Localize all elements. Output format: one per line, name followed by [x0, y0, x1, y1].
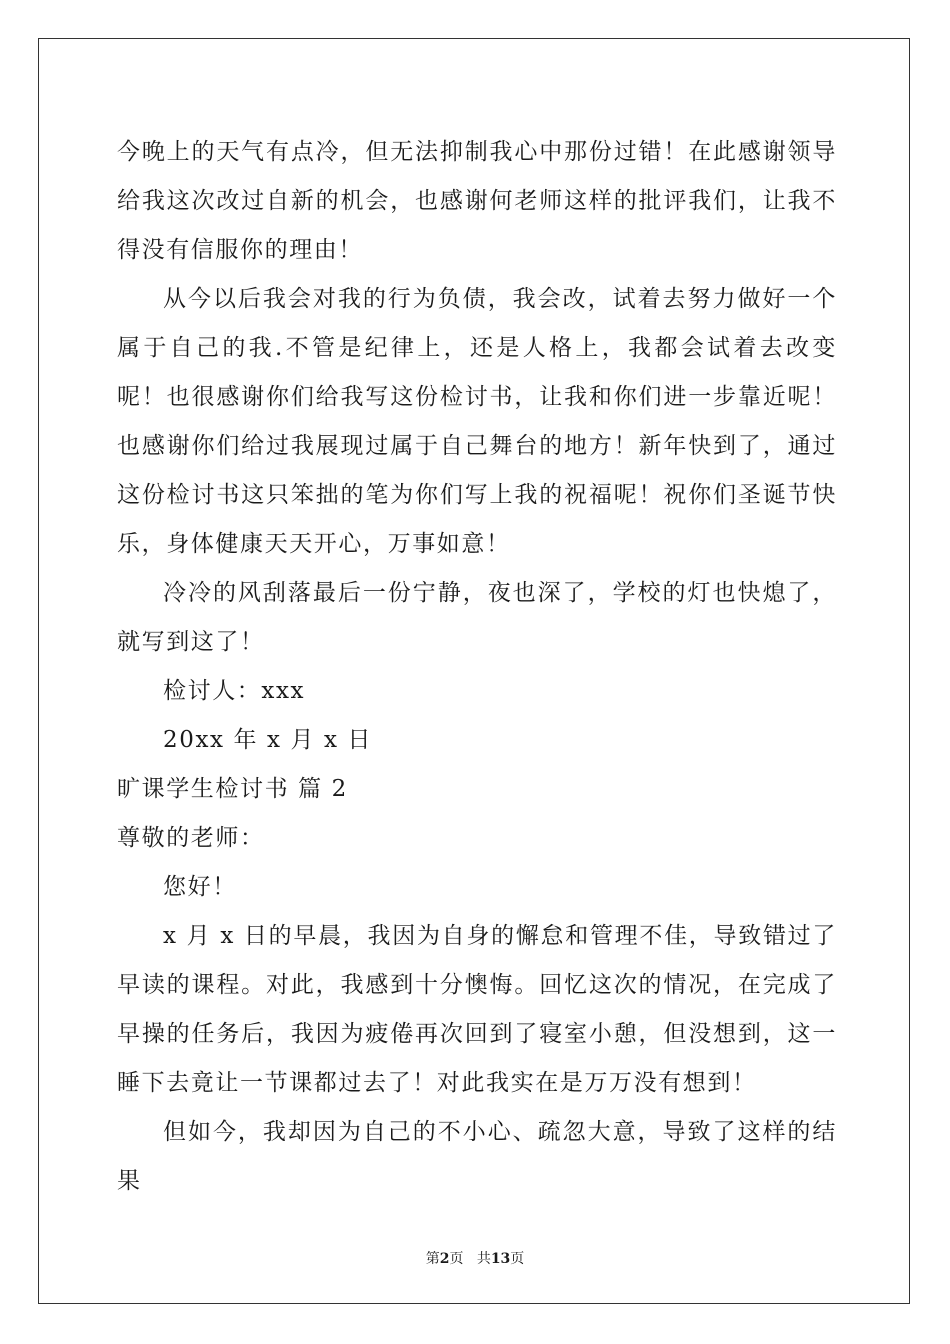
greeting: 您好！ [163, 874, 237, 900]
paragraph: x 月 x 日的早晨，我因为自身的懈怠和管理不佳，导致错过了早读的课程。对此，我感到十分懊悔。回忆这次的情况，在完成了早操的任务后，我因为疲倦再次回到了寝室小憩，但没想到，这一睡下去竟让一节课都过去了！对此我实在是万万没有想到！ [117, 923, 837, 1096]
paragraph: 从今以后我会对我的行为负债，我会改，试着去努力做好一个属于自己的我.不管是纪律上，还是人格上，我都会试着去改变呢！也很感谢你们给我写这份检讨书，让我和你们进一步靠近呢！也感谢你们给过我展现过属于自己舞台的地方！新年快到了，通过这份检讨书这只笨拙的笔为你们写上我的祝福呢！祝你们圣诞节快乐，身体健康天天开心，万事如意！ [117, 286, 837, 557]
signature-line: 检讨人：xxx [163, 678, 306, 704]
total-pages: 13 [490, 1251, 511, 1267]
document-body [117, 128, 837, 1206]
page-suffix: 页 [449, 1251, 464, 1267]
section-title: 旷课学生检讨书 篇 2 [117, 776, 348, 802]
page-number: 2 [439, 1251, 450, 1267]
paragraph: 今晚上的天气有点冷，但无法抑制我心中那份过错！在此感谢领导给我这次改过自新的机会，也感谢何老师这样的批评我们，让我不得没有信服你的理由！ [117, 139, 837, 263]
paragraph: 冷冷的风刮落最后一份宁静，夜也深了，学校的灯也快熄了，就写到这了！ [117, 580, 837, 655]
total-prefix: 共 [476, 1251, 491, 1267]
date-line: 20xx 年 x 月 x 日 [163, 727, 373, 753]
total-suffix: 页 [510, 1251, 525, 1267]
paragraph: 但如今，我却因为自己的不小心、疏忽大意，导致了这样的结果 [117, 1119, 837, 1194]
salutation: 尊敬的老师： [117, 825, 265, 851]
page-prefix: 第 [425, 1251, 440, 1267]
page-footer [0, 1248, 950, 1268]
